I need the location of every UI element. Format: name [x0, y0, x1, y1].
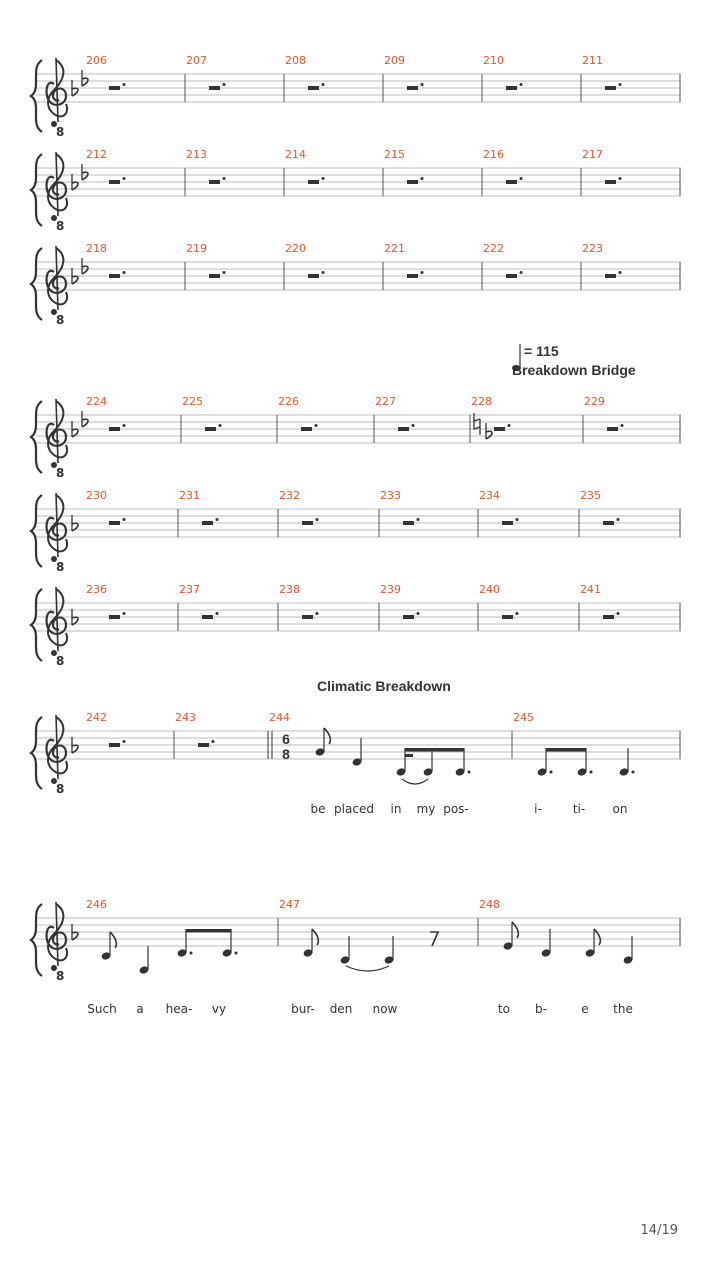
section-climatic-breakdown: Climatic Breakdown — [317, 678, 451, 694]
dotted-half-rest-icon — [506, 83, 523, 90]
octave-marker: 8 — [56, 219, 65, 233]
system-brace — [31, 589, 42, 661]
system-brace — [31, 495, 42, 567]
beam — [186, 929, 231, 933]
measure-number: 211 — [582, 54, 603, 67]
lyric-syllable: be — [310, 802, 326, 816]
lyric-syllable: the — [613, 1002, 633, 1016]
measure-number: 241 — [580, 583, 601, 596]
measure-number: 248 — [479, 898, 500, 911]
octave-marker: 8 — [56, 654, 65, 668]
system-brace — [31, 904, 42, 976]
time-signature — [282, 731, 290, 762]
measure-number: 228 — [471, 395, 492, 408]
section-breakdown-bridge: Breakdown Bridge — [512, 362, 636, 378]
dotted-half-rest-icon — [502, 612, 519, 619]
treble-clef-8vb-icon — [47, 715, 68, 784]
measure-number: 224 — [86, 395, 107, 408]
note — [541, 929, 552, 958]
time-signature-numerator: 6 — [282, 731, 290, 747]
natural-sign-icon — [474, 413, 480, 435]
lyric-syllable: hea- — [165, 1002, 193, 1016]
dotted-half-rest-icon — [109, 424, 126, 431]
dotted-half-rest-icon — [302, 612, 319, 619]
measure-number: 216 — [483, 148, 504, 161]
staff-system — [31, 898, 681, 983]
measure-number: 245 — [513, 711, 534, 724]
system-brace — [31, 717, 42, 789]
key-flat-icon — [72, 924, 78, 940]
key-flat-icon — [486, 423, 492, 439]
key-flat-icon — [72, 609, 78, 625]
dotted-half-rest-icon — [607, 424, 624, 431]
eighth-note — [585, 929, 601, 958]
note — [340, 936, 351, 965]
dotted-half-rest-icon — [403, 518, 420, 525]
dotted-half-rest-icon — [202, 612, 219, 619]
measure-number: 234 — [479, 489, 500, 502]
lyric-syllable: ti- — [572, 802, 586, 816]
measure-number: 236 — [86, 583, 107, 596]
lyric-syllable: i- — [534, 802, 542, 816]
note — [222, 929, 238, 958]
lyric-syllable: to — [497, 1002, 511, 1016]
dotted-half-rest-icon — [209, 83, 226, 90]
dotted-half-rest-icon — [407, 177, 424, 184]
eighth-note — [303, 929, 319, 958]
octave-marker: 8 — [56, 466, 65, 480]
measure-number: 218 — [86, 242, 107, 255]
lyric-syllable: Such — [87, 1002, 117, 1016]
measure-number: 215 — [384, 148, 405, 161]
treble-clef-8vb-icon — [47, 399, 68, 468]
staff-system — [31, 711, 681, 796]
dotted-half-rest-icon — [398, 424, 415, 431]
time-signature-denominator: 8 — [282, 746, 290, 762]
dotted-half-rest-icon — [109, 271, 126, 278]
treble-clef-8vb-icon — [47, 902, 68, 971]
key-flat-icon — [82, 70, 88, 86]
dotted-half-rest-icon — [407, 83, 424, 90]
system-brace — [31, 154, 42, 226]
key-flat-icon — [72, 174, 78, 190]
beam — [546, 748, 586, 752]
treble-clef-8vb-icon — [47, 493, 68, 562]
measure-number: 235 — [580, 489, 601, 502]
dotted-half-rest-icon — [308, 271, 325, 278]
measure-number: 210 — [483, 54, 504, 67]
lyric-syllable: den — [329, 1002, 353, 1016]
treble-clef-8vb-icon — [47, 152, 68, 221]
lyric-syllable: pos- — [443, 802, 469, 816]
dotted-half-rest-icon — [109, 740, 126, 747]
staff-system — [31, 583, 681, 668]
measure-number: 240 — [479, 583, 500, 596]
dotted-half-rest-icon — [407, 271, 424, 278]
dotted-half-rest-icon — [205, 424, 222, 431]
lyric-syllable: in — [390, 802, 402, 816]
dotted-half-rest-icon — [494, 424, 511, 431]
dotted-half-rest-icon — [603, 612, 620, 619]
measure-number: 247 — [279, 898, 300, 911]
dotted-half-rest-icon — [506, 271, 523, 278]
measure-number: 217 — [582, 148, 603, 161]
dotted-half-rest-icon — [301, 424, 318, 431]
system-brace — [31, 248, 42, 320]
lyric-syllable: b- — [535, 1002, 547, 1016]
staff-system — [31, 489, 681, 574]
key-flat-icon — [72, 80, 78, 96]
lyric-syllable: e — [581, 1002, 589, 1016]
dotted-half-rest-icon — [209, 271, 226, 278]
measure-number: 227 — [375, 395, 396, 408]
treble-clef-8vb-icon — [47, 58, 68, 127]
measure-number: 229 — [584, 395, 605, 408]
octave-marker: 8 — [56, 313, 65, 327]
octave-marker: 8 — [56, 560, 65, 574]
dotted-half-rest-icon — [308, 83, 325, 90]
tempo-value: = 115 — [524, 343, 559, 359]
measure-number: 225 — [182, 395, 203, 408]
staff-system — [31, 54, 681, 139]
measure-number: 209 — [384, 54, 405, 67]
measure-number: 208 — [285, 54, 306, 67]
measure-number: 238 — [279, 583, 300, 596]
dotted-half-rest-icon — [506, 177, 523, 184]
measure-number: 239 — [380, 583, 401, 596]
dotted-half-rest-icon — [603, 518, 620, 525]
note — [139, 946, 150, 975]
dotted-half-rest-icon — [308, 177, 325, 184]
system-brace — [31, 401, 42, 473]
key-flat-icon — [72, 515, 78, 531]
key-flat-icon — [72, 421, 78, 437]
measure-number: 222 — [483, 242, 504, 255]
lyric-syllable: vy — [211, 1002, 227, 1016]
measure-number: 207 — [186, 54, 207, 67]
dotted-half-rest-icon — [302, 518, 319, 525]
treble-clef-8vb-icon — [47, 246, 68, 315]
dotted-half-rest-icon — [198, 740, 215, 747]
dotted-half-rest-icon — [109, 612, 126, 619]
key-flat-icon — [72, 737, 78, 753]
system-brace — [31, 60, 42, 132]
measure-number: 232 — [279, 489, 300, 502]
dotted-half-rest-icon — [605, 177, 622, 184]
measure-number: 230 — [86, 489, 107, 502]
dotted-half-rest-icon — [109, 177, 126, 184]
key-flat-icon — [82, 164, 88, 180]
dotted-half-rest-icon — [605, 83, 622, 90]
treble-clef-8vb-icon — [47, 587, 68, 656]
octave-marker: 8 — [56, 125, 65, 139]
measure-number: 231 — [179, 489, 200, 502]
measure-number: 244 — [269, 711, 290, 724]
measure-number: 212 — [86, 148, 107, 161]
octave-marker: 8 — [56, 782, 65, 796]
tie — [346, 966, 389, 971]
eighth-note — [315, 728, 331, 757]
note — [177, 929, 193, 958]
dotted-half-rest-icon — [109, 518, 126, 525]
dotted-half-rest-icon — [502, 518, 519, 525]
dotted-half-rest-icon — [605, 271, 622, 278]
lyric-syllable: now — [372, 1002, 398, 1016]
lyric-syllable: bur- — [291, 1002, 315, 1016]
dotted-half-rest-icon — [202, 518, 219, 525]
dotted-half-rest-icon — [403, 612, 420, 619]
tie — [402, 779, 428, 784]
staff-system — [31, 242, 681, 327]
lyric-syllable: on — [612, 802, 628, 816]
dotted-half-rest-icon — [109, 83, 126, 90]
staff-system — [31, 148, 681, 233]
measure-number: 243 — [175, 711, 196, 724]
page-number: 14/19 — [640, 1223, 678, 1238]
eighth-note — [503, 922, 519, 951]
dotted-half-rest-icon — [209, 177, 226, 184]
measure-number: 246 — [86, 898, 107, 911]
key-flat-icon — [72, 268, 78, 284]
octave-marker: 8 — [56, 969, 65, 983]
measure-number: 237 — [179, 583, 200, 596]
measure-number: 220 — [285, 242, 306, 255]
lyric-syllable: a — [136, 1002, 144, 1016]
measure-number: 206 — [86, 54, 107, 67]
key-flat-icon — [82, 258, 88, 274]
measure-number: 214 — [285, 148, 306, 161]
measure-number: 221 — [384, 242, 405, 255]
measure-number: 242 — [86, 711, 107, 724]
measure-number: 233 — [380, 489, 401, 502]
key-flat-icon — [82, 411, 88, 427]
note — [623, 936, 634, 965]
staff-system — [31, 395, 681, 480]
measure-number: 226 — [278, 395, 299, 408]
lyric-syllable: my — [416, 802, 436, 816]
lyric-syllable: placed — [334, 802, 374, 816]
measure-number: 223 — [582, 242, 603, 255]
measure-number: 219 — [186, 242, 207, 255]
note — [384, 936, 395, 965]
measure-number: 213 — [186, 148, 207, 161]
beam — [405, 748, 464, 752]
